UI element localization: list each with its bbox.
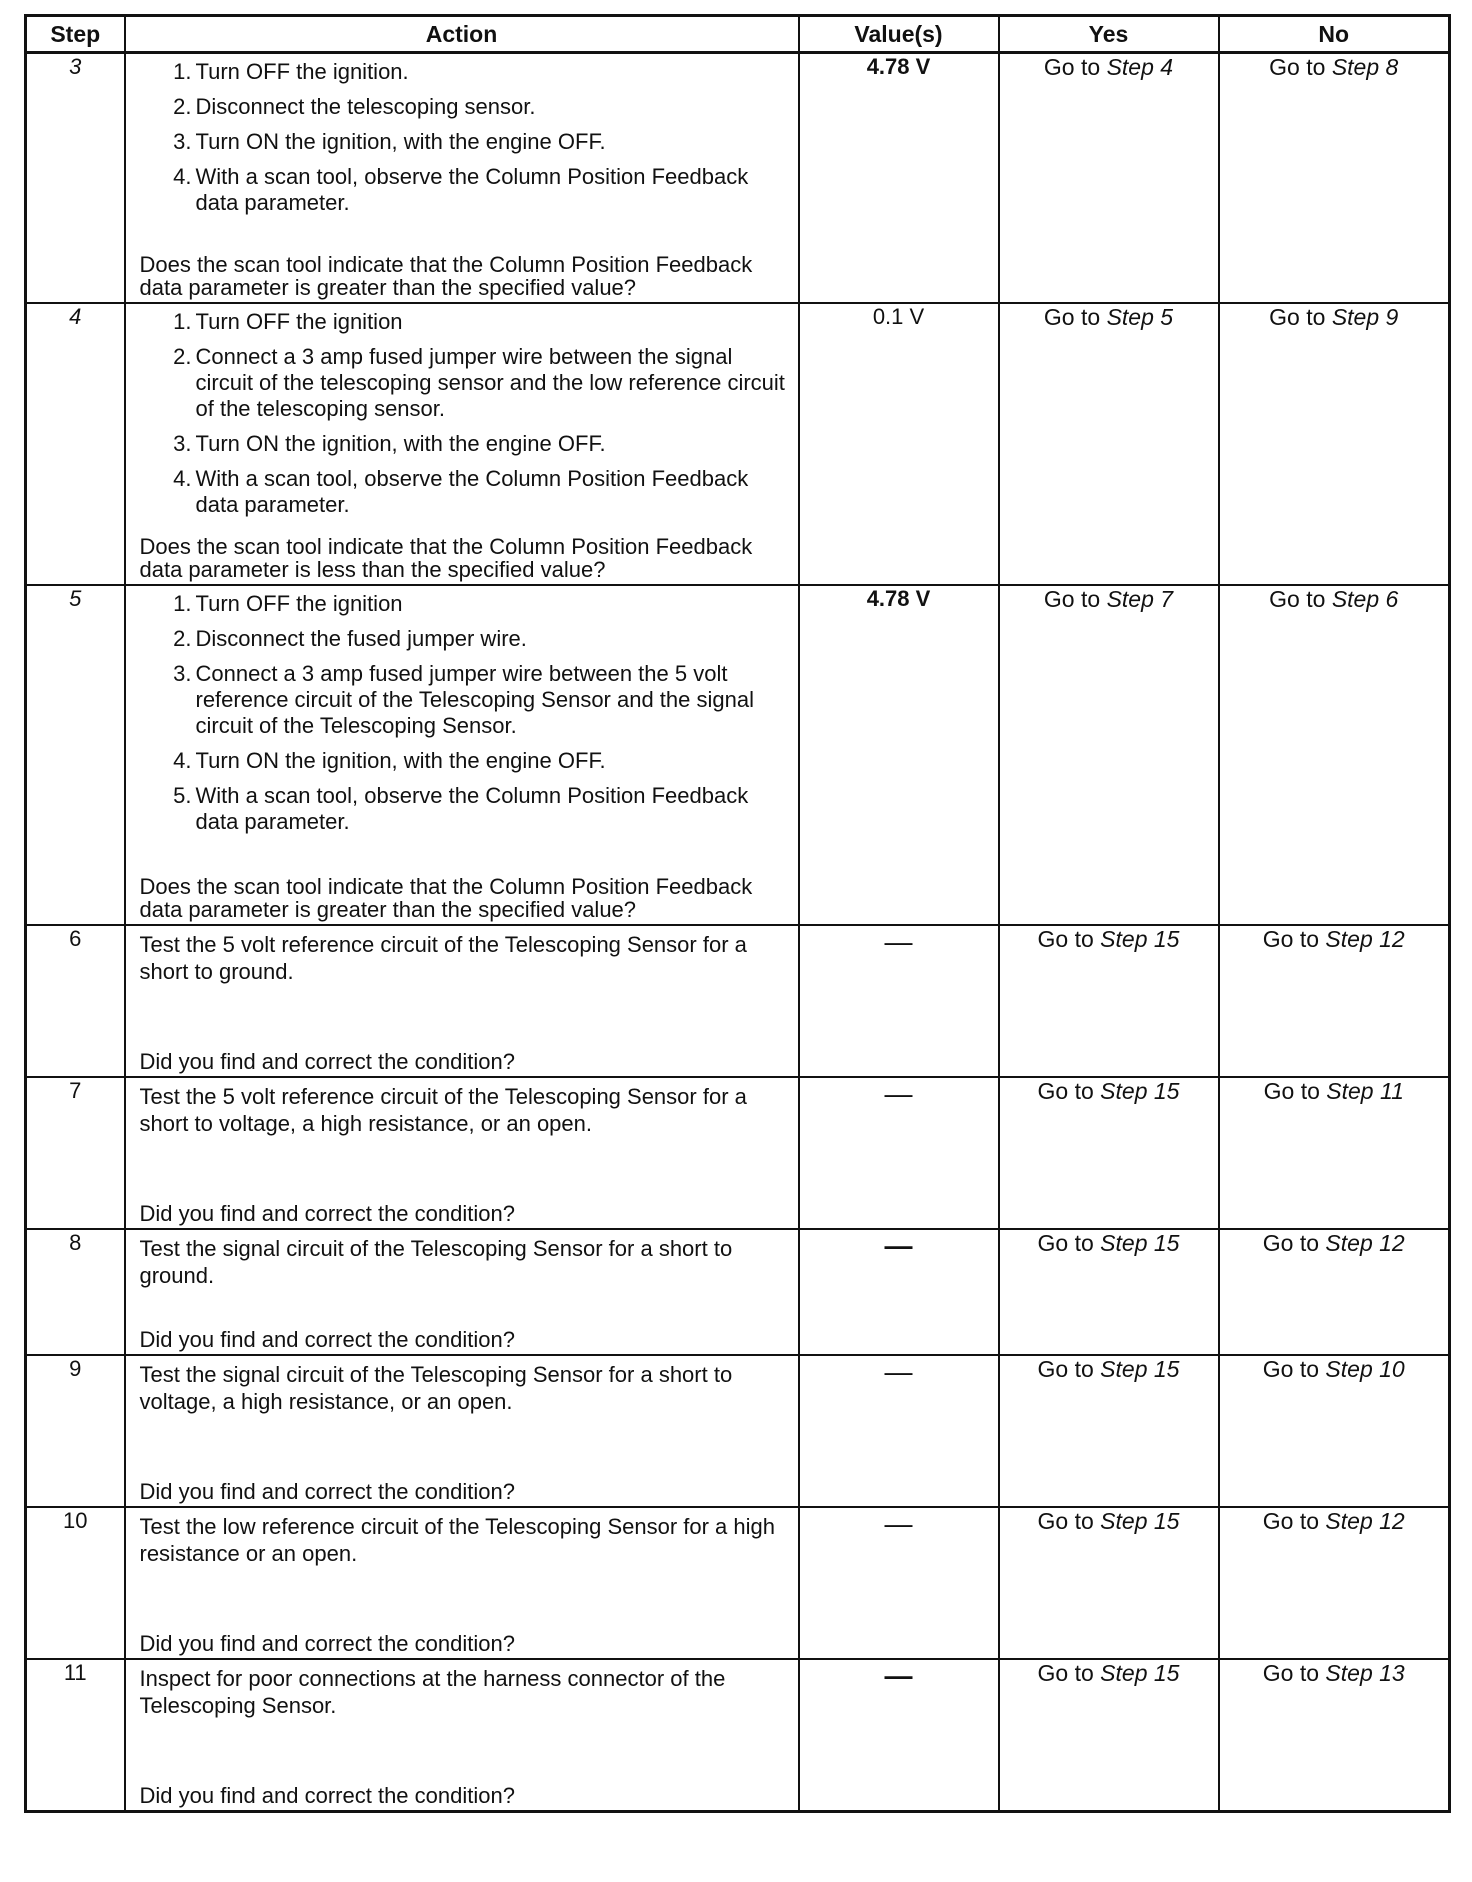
list-item: 1. Turn OFF the ignition [173,309,403,334]
no-cell [1219,53,1450,304]
action-question: Did you find and correct the condition? [139,1049,515,1074]
header-yes: Yes [999,16,1219,53]
no-prefix: Go to [1269,304,1326,330]
value-cell: — [799,1229,999,1355]
action-step-text: Turn OFF the ignition. [195,59,409,84]
action-text: Test the low reference circuit of the Telescoping Sensor for a high resistance or an open. [139,1514,775,1566]
table-row [26,1077,1450,1229]
action-text: Inspect for poor connections at the harness connector of the Telescoping Sensor. [139,1666,726,1718]
no-target-step: Step 6 [1331,586,1399,612]
action-cell [125,1355,799,1507]
yes-target-step: Step 4 [1106,54,1174,80]
yes-prefix: Go to [1043,54,1101,80]
list-item: 4. Turn ON the ignition, with the engine OFF. [173,748,606,773]
action-cell [125,1507,799,1659]
no-prefix: Go to [1262,1230,1320,1256]
action-question: Does the scan tool indicate that the Column Position Feedback data parameter is greater than the specified value? [139,252,753,300]
step-number: 9 [26,1355,125,1507]
header-action: Action [125,16,799,53]
no-cell [1219,585,1450,925]
no-cell [1219,303,1450,585]
diagnostic-page [24,14,1448,1813]
yes-prefix: Go to [1043,586,1101,612]
yes-cell [999,53,1219,304]
list-item: 4. With a scan tool, observe the Column Position Feedback data parameter. [173,466,749,517]
action-text: Test the 5 volt reference circuit of the Telescoping Sensor for a short to voltage, a high resistance, or an open. [139,1084,747,1136]
no-cell [1219,1229,1450,1355]
yes-prefix: Go to [1037,926,1094,952]
no-target-step: Step 12 [1325,926,1405,952]
action-question: Does the scan tool indicate that the Column Position Feedback data parameter is less than the specified value? [139,534,753,582]
action-cell [125,1659,799,1812]
table-row [26,585,1450,925]
action-steps [140,59,788,216]
value-cell: 4.78 V [799,585,999,925]
list-item: 5. With a scan tool, observe the Column Position Feedback data parameter. [173,783,749,834]
diagnostic-table [24,14,1451,1813]
no-cell [1219,925,1450,1077]
value-cell: 4.78 V [799,53,999,304]
yes-prefix: Go to [1037,1230,1094,1256]
list-item: 2. Disconnect the telescoping sensor. [173,94,536,119]
table-row [26,303,1450,585]
step-number: 3 [26,53,125,304]
action-step-text: Connect a 3 amp fused jumper wire between the 5 volt reference circuit of the Telescoping Sensor and the signal circuit of the Telescoping Sensor. [195,661,754,738]
yes-prefix: Go to [1037,1508,1094,1534]
no-cell [1219,1507,1450,1659]
yes-prefix: Go to [1043,304,1101,330]
list-item: 1. Turn OFF the ignition. [173,59,409,84]
action-text: Test the signal circuit of the Telescoping Sensor for a short to voltage, a high resistance, or an open. [139,1362,733,1414]
yes-target-step: Step 15 [1100,1078,1180,1104]
no-target-step: Step 11 [1326,1078,1404,1104]
value-cell: — [799,1507,999,1659]
value-cell: — [799,925,999,1077]
step-number: 6 [26,925,125,1077]
step-number: 10 [26,1507,125,1659]
action-question: Did you find and correct the condition? [139,1783,515,1808]
step-number: 8 [26,1229,125,1355]
no-target-step: Step 12 [1325,1230,1405,1256]
action-step-text: Disconnect the fused jumper wire. [195,626,527,651]
table-row [26,1507,1450,1659]
yes-target-step: Step 15 [1100,1230,1180,1256]
action-step-text: Turn ON the ignition, with the engine OFF. [195,431,606,456]
action-step-text: With a scan tool, observe the Column Position Feedback data parameter. [195,164,749,215]
value-cell: 0.1 V [799,303,999,585]
yes-target-step: Step 15 [1100,1508,1180,1534]
action-cell [125,1229,799,1355]
yes-cell [999,1355,1219,1507]
list-item: 1. Turn OFF the ignition [173,591,403,616]
yes-target-step: Step 15 [1100,926,1180,952]
no-cell [1219,1659,1450,1812]
no-target-step: Step 9 [1331,304,1399,330]
value-cell: — [799,1077,999,1229]
no-prefix: Go to [1263,1078,1320,1104]
no-prefix: Go to [1269,586,1326,612]
yes-target-step: Step 7 [1106,586,1174,612]
action-question: Did you find and correct the condition? [139,1327,515,1352]
table-row [26,925,1450,1077]
yes-cell [999,925,1219,1077]
action-step-text: Turn OFF the ignition [195,591,403,616]
action-cell [125,1077,799,1229]
list-item: 2. Connect a 3 amp fused jumper wire between the signal circuit of the telescoping sensor and the low reference circuit of the telescoping sensor. [173,344,785,421]
no-prefix: Go to [1262,1356,1320,1382]
no-target-step: Step 12 [1325,1508,1405,1534]
list-item: 2. Disconnect the fused jumper wire. [173,626,527,651]
action-text: Test the 5 volt reference circuit of the Telescoping Sensor for a short to ground. [139,932,747,984]
header-step: Step [26,16,125,53]
value-cell: — [799,1659,999,1812]
no-target-step: Step 8 [1331,54,1399,80]
action-cell [125,53,799,304]
yes-target-step: Step 15 [1100,1660,1180,1686]
step-number: 5 [26,585,125,925]
yes-cell [999,1077,1219,1229]
list-item: 3. Connect a 3 amp fused jumper wire between the 5 volt reference circuit of the Telescoping Sensor and the signal circuit of the Telescoping Sensor. [173,661,754,738]
header-row [26,16,1450,53]
no-prefix: Go to [1269,54,1326,80]
no-prefix: Go to [1262,926,1320,952]
action-steps [140,591,788,835]
yes-prefix: Go to [1037,1078,1094,1104]
action-step-text: Turn ON the ignition, with the engine OFF. [195,748,606,773]
yes-cell [999,1507,1219,1659]
action-cell [125,925,799,1077]
yes-prefix: Go to [1037,1660,1094,1686]
yes-cell [999,1659,1219,1812]
action-step-text: Turn OFF the ignition [195,309,403,334]
value-cell: — [799,1355,999,1507]
step-number: 7 [26,1077,125,1229]
action-question: Did you find and correct the condition? [139,1479,515,1504]
list-item: 4. With a scan tool, observe the Column Position Feedback data parameter. [173,164,749,215]
header-no: No [1219,16,1450,53]
yes-cell [999,585,1219,925]
action-text: Test the signal circuit of the Telescoping Sensor for a short to ground. [139,1236,733,1288]
action-cell [125,303,799,585]
yes-target-step: Step 15 [1100,1356,1180,1382]
table-row [26,1229,1450,1355]
yes-cell [999,1229,1219,1355]
action-cell [125,585,799,925]
no-target-step: Step 10 [1325,1356,1405,1382]
action-step-text: With a scan tool, observe the Column Position Feedback data parameter. [195,466,749,517]
step-number: 11 [26,1659,125,1812]
action-question: Did you find and correct the condition? [139,1201,515,1226]
action-step-text: With a scan tool, observe the Column Position Feedback data parameter. [195,783,749,834]
no-cell [1219,1077,1450,1229]
action-step-text: Turn ON the ignition, with the engine OFF. [195,129,606,154]
no-cell [1219,1355,1450,1507]
action-question: Did you find and correct the condition? [139,1631,515,1656]
action-step-text: Connect a 3 amp fused jumper wire between the signal circuit of the telescoping sensor and the low reference circuit of the telescoping sensor. [195,344,785,421]
table-row [26,1355,1450,1507]
header-values: Value(s) [799,16,999,53]
action-steps [140,309,788,518]
table-row [26,53,1450,304]
list-item: 3. Turn ON the ignition, with the engine OFF. [173,129,606,154]
no-target-step: Step 13 [1325,1660,1405,1686]
table-row [26,1659,1450,1812]
no-prefix: Go to [1262,1660,1320,1686]
yes-cell [999,303,1219,585]
list-item: 3. Turn ON the ignition, with the engine OFF. [173,431,606,456]
step-number: 4 [26,303,125,585]
no-prefix: Go to [1262,1508,1320,1534]
yes-prefix: Go to [1037,1356,1094,1382]
yes-target-step: Step 5 [1106,304,1174,330]
action-step-text: Disconnect the telescoping sensor. [195,94,536,119]
action-question: Does the scan tool indicate that the Column Position Feedback data parameter is greater than the specified value? [139,874,753,922]
